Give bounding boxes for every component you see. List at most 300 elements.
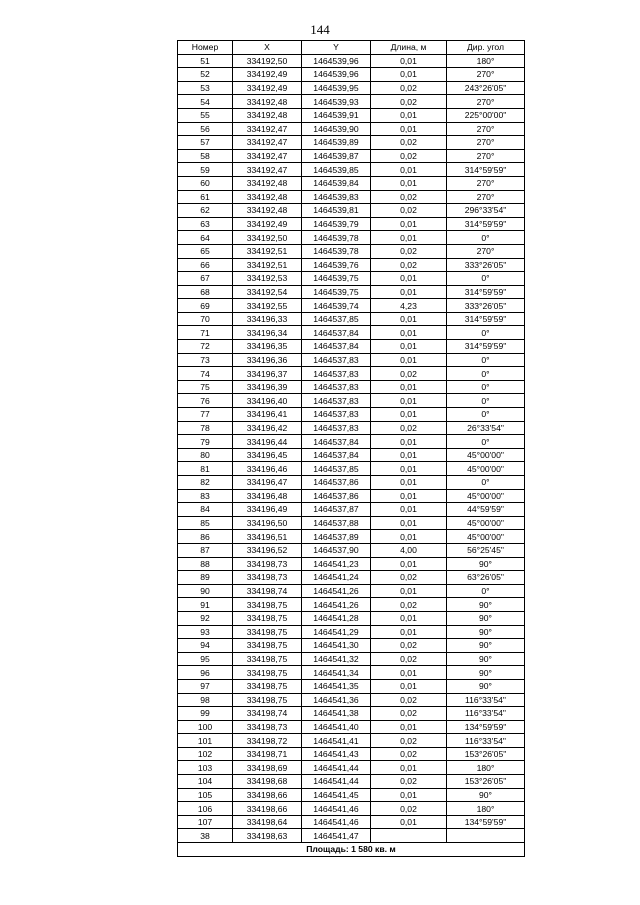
- cell-number: 79: [178, 435, 233, 449]
- cell-x: 334192,48: [233, 95, 302, 109]
- cell-number: 82: [178, 476, 233, 490]
- cell-bearing: 0°: [447, 272, 525, 286]
- table-row: [178, 421, 525, 435]
- cell-y: 1464537,84: [302, 435, 371, 449]
- cell-x: 334198,66: [233, 802, 302, 816]
- cell-x: 334196,36: [233, 353, 302, 367]
- cell-length: 0,01: [371, 312, 447, 326]
- cell-length: 0,02: [371, 747, 447, 761]
- cell-number: 68: [178, 285, 233, 299]
- table-row: [178, 788, 525, 802]
- cell-length: 0,01: [371, 163, 447, 177]
- cell-length: 4,00: [371, 543, 447, 557]
- cell-number: 106: [178, 802, 233, 816]
- table-row: [178, 584, 525, 598]
- table-row: [178, 231, 525, 245]
- cell-bearing: 0°: [447, 476, 525, 490]
- cell-x: 334192,54: [233, 285, 302, 299]
- table-row: [178, 285, 525, 299]
- cell-length: 0,02: [371, 421, 447, 435]
- cell-length: 0,01: [371, 380, 447, 394]
- table-row: [178, 380, 525, 394]
- table-total-row: [178, 843, 525, 857]
- cell-bearing: 0°: [447, 380, 525, 394]
- cell-bearing: 45°00'00": [447, 530, 525, 544]
- table-row: [178, 204, 525, 218]
- cell-length: 0,01: [371, 108, 447, 122]
- cell-x: 334192,51: [233, 258, 302, 272]
- cell-length: 0,01: [371, 761, 447, 775]
- table-row: [178, 435, 525, 449]
- cell-bearing: 270°: [447, 244, 525, 258]
- cell-length: 0,01: [371, 272, 447, 286]
- cell-x: 334196,45: [233, 448, 302, 462]
- cell-number: 65: [178, 244, 233, 258]
- cell-x: 334198,68: [233, 775, 302, 789]
- cell-bearing: 44°59'59": [447, 503, 525, 517]
- cell-y: 1464539,84: [302, 176, 371, 190]
- table-row: [178, 258, 525, 272]
- cell-y: 1464539,78: [302, 231, 371, 245]
- table-row: [178, 136, 525, 150]
- cell-y: 1464541,40: [302, 720, 371, 734]
- cell-x: 334198,75: [233, 666, 302, 680]
- cell-y: 1464539,96: [302, 68, 371, 82]
- page-number: 144: [310, 22, 330, 37]
- cell-y: 1464541,29: [302, 625, 371, 639]
- cell-length: 0,01: [371, 122, 447, 136]
- cell-length: 0,01: [371, 285, 447, 299]
- cell-length: 0,02: [371, 571, 447, 585]
- cell-number: 60: [178, 176, 233, 190]
- cell-x: 334198,73: [233, 720, 302, 734]
- table-row: [178, 652, 525, 666]
- cell-x: 334198,73: [233, 557, 302, 571]
- cell-length: 0,02: [371, 81, 447, 95]
- cell-number: 59: [178, 163, 233, 177]
- cell-bearing: 90°: [447, 652, 525, 666]
- table-row: [178, 489, 525, 503]
- table-row: [178, 244, 525, 258]
- cell-length: 0,01: [371, 679, 447, 693]
- cell-bearing: 45°00'00": [447, 448, 525, 462]
- cell-length: 0,02: [371, 258, 447, 272]
- cell-number: 78: [178, 421, 233, 435]
- cell-bearing: 0°: [447, 584, 525, 598]
- cell-length: 0,02: [371, 367, 447, 381]
- cell-x: 334198,75: [233, 679, 302, 693]
- table-body: [178, 54, 525, 842]
- cell-number: 97: [178, 679, 233, 693]
- cell-length: 0,01: [371, 666, 447, 680]
- cell-y: 1464537,83: [302, 421, 371, 435]
- cell-x: 334196,44: [233, 435, 302, 449]
- cell-number: 91: [178, 598, 233, 612]
- cell-x: 334192,48: [233, 190, 302, 204]
- cell-length: 0,02: [371, 693, 447, 707]
- cell-x: 334192,49: [233, 217, 302, 231]
- cell-x: 334198,75: [233, 611, 302, 625]
- table-header-row: [178, 41, 525, 55]
- cell-length: 0,01: [371, 231, 447, 245]
- cell-number: 83: [178, 489, 233, 503]
- cell-y: 1464537,88: [302, 516, 371, 530]
- cell-x: 334196,48: [233, 489, 302, 503]
- cell-number: 85: [178, 516, 233, 530]
- cell-bearing: 180°: [447, 54, 525, 68]
- cell-x: 334196,49: [233, 503, 302, 517]
- cell-number: 51: [178, 54, 233, 68]
- cell-length: 0,01: [371, 584, 447, 598]
- cell-y: 1464537,85: [302, 462, 371, 476]
- cell-x: 334196,41: [233, 408, 302, 422]
- cell-y: 1464539,90: [302, 122, 371, 136]
- cell-number: 67: [178, 272, 233, 286]
- cell-bearing: 134°59'59": [447, 720, 525, 734]
- cell-y: 1464539,96: [302, 54, 371, 68]
- cell-number: 77: [178, 408, 233, 422]
- cell-length: 0,01: [371, 340, 447, 354]
- cell-number: 58: [178, 149, 233, 163]
- table-row: [178, 679, 525, 693]
- cell-y: 1464537,84: [302, 326, 371, 340]
- cell-x: 334192,49: [233, 68, 302, 82]
- cell-length: 0,01: [371, 68, 447, 82]
- cell-x: 334192,50: [233, 54, 302, 68]
- cell-length: 0,02: [371, 775, 447, 789]
- cell-bearing: 90°: [447, 666, 525, 680]
- cell-number: 73: [178, 353, 233, 367]
- cell-bearing: 56°25'45": [447, 543, 525, 557]
- table-row: [178, 190, 525, 204]
- cell-bearing: 134°59'59": [447, 815, 525, 829]
- cell-length: 0,01: [371, 530, 447, 544]
- table-row: [178, 611, 525, 625]
- cell-bearing: 333°26'05": [447, 299, 525, 313]
- cell-y: 1464541,45: [302, 788, 371, 802]
- cell-bearing: 0°: [447, 231, 525, 245]
- cell-x: 334196,46: [233, 462, 302, 476]
- cell-y: 1464537,87: [302, 503, 371, 517]
- table-row: [178, 176, 525, 190]
- cell-bearing: 0°: [447, 394, 525, 408]
- table-row: [178, 68, 525, 82]
- table-row: [178, 462, 525, 476]
- cell-y: 1464539,89: [302, 136, 371, 150]
- cell-x: 334192,48: [233, 176, 302, 190]
- cell-bearing: 90°: [447, 598, 525, 612]
- cell-y: 1464537,83: [302, 408, 371, 422]
- cell-length: 0,01: [371, 815, 447, 829]
- cell-y: 1464541,44: [302, 761, 371, 775]
- cell-number: 103: [178, 761, 233, 775]
- table-row: [178, 802, 525, 816]
- cell-length: 4,23: [371, 299, 447, 313]
- cell-y: 1464539,75: [302, 285, 371, 299]
- cell-bearing: 180°: [447, 802, 525, 816]
- cell-x: 334198,75: [233, 693, 302, 707]
- cell-number: 54: [178, 95, 233, 109]
- cell-x: 334198,64: [233, 815, 302, 829]
- cell-y: 1464537,86: [302, 489, 371, 503]
- cell-bearing: 153°26'05": [447, 775, 525, 789]
- table-row: [178, 829, 525, 843]
- cell-number: 100: [178, 720, 233, 734]
- cell-y: 1464541,23: [302, 557, 371, 571]
- table-row: [178, 312, 525, 326]
- cell-bearing: 270°: [447, 122, 525, 136]
- cell-y: 1464541,26: [302, 584, 371, 598]
- cell-y: 1464539,93: [302, 95, 371, 109]
- cell-x: 334192,48: [233, 108, 302, 122]
- cell-y: 1464541,24: [302, 571, 371, 585]
- cell-number: 102: [178, 747, 233, 761]
- table-row: [178, 122, 525, 136]
- cell-y: 1464537,84: [302, 448, 371, 462]
- cell-bearing: 0°: [447, 353, 525, 367]
- cell-x: 334198,75: [233, 639, 302, 653]
- cell-y: 1464537,83: [302, 353, 371, 367]
- cell-x: 334192,47: [233, 149, 302, 163]
- cell-length: 0,02: [371, 204, 447, 218]
- cell-y: 1464541,43: [302, 747, 371, 761]
- cell-bearing: 90°: [447, 557, 525, 571]
- cell-x: 334192,47: [233, 163, 302, 177]
- cell-number: 107: [178, 815, 233, 829]
- cell-bearing: 0°: [447, 435, 525, 449]
- cell-bearing: 0°: [447, 408, 525, 422]
- cell-number: 95: [178, 652, 233, 666]
- table-row: [178, 163, 525, 177]
- cell-y: 1464541,26: [302, 598, 371, 612]
- cell-bearing: 270°: [447, 190, 525, 204]
- cell-length: 0,02: [371, 639, 447, 653]
- table-row: [178, 272, 525, 286]
- column-header-bearing: Дир. угол: [447, 41, 525, 55]
- cell-y: 1464539,75: [302, 272, 371, 286]
- cell-length: 0,02: [371, 95, 447, 109]
- cell-y: 1464539,79: [302, 217, 371, 231]
- cell-bearing: 0°: [447, 367, 525, 381]
- cell-bearing: 314°59'59": [447, 163, 525, 177]
- cell-number: 104: [178, 775, 233, 789]
- table-row: [178, 707, 525, 721]
- table-row: [178, 95, 525, 109]
- cell-number: 92: [178, 611, 233, 625]
- table-row: [178, 598, 525, 612]
- cell-bearing: 314°59'59": [447, 285, 525, 299]
- cell-y: 1464541,36: [302, 693, 371, 707]
- table-row: [178, 543, 525, 557]
- cell-bearing: 90°: [447, 679, 525, 693]
- cell-x: 334196,33: [233, 312, 302, 326]
- cell-number: 56: [178, 122, 233, 136]
- table-row: [178, 367, 525, 381]
- cell-y: 1464539,76: [302, 258, 371, 272]
- table-row: [178, 747, 525, 761]
- cell-x: 334198,75: [233, 625, 302, 639]
- cell-y: 1464541,41: [302, 734, 371, 748]
- cell-number: 61: [178, 190, 233, 204]
- cell-number: 89: [178, 571, 233, 585]
- cell-length: 0,01: [371, 476, 447, 490]
- cell-length: 0,01: [371, 176, 447, 190]
- cell-x: 334196,39: [233, 380, 302, 394]
- cell-number: 94: [178, 639, 233, 653]
- cell-length: 0,01: [371, 611, 447, 625]
- cell-number: 62: [178, 204, 233, 218]
- cell-length: 0,01: [371, 217, 447, 231]
- table-row: [178, 775, 525, 789]
- cell-bearing: 90°: [447, 639, 525, 653]
- cell-number: 105: [178, 788, 233, 802]
- cell-number: 57: [178, 136, 233, 150]
- cell-length: 0,01: [371, 788, 447, 802]
- table-row: [178, 530, 525, 544]
- cell-length: 0,01: [371, 394, 447, 408]
- cell-number: 80: [178, 448, 233, 462]
- table-row: [178, 299, 525, 313]
- cell-bearing: 90°: [447, 788, 525, 802]
- cell-number: 71: [178, 326, 233, 340]
- cell-bearing: 270°: [447, 176, 525, 190]
- table-row: [178, 734, 525, 748]
- cell-x: 334196,37: [233, 367, 302, 381]
- cell-number: 70: [178, 312, 233, 326]
- cell-number: 74: [178, 367, 233, 381]
- cell-length: [371, 829, 447, 843]
- table-row: [178, 476, 525, 490]
- table-row: [178, 516, 525, 530]
- cell-bearing: 116°33'54": [447, 734, 525, 748]
- cell-x: 334196,52: [233, 543, 302, 557]
- cell-length: 0,01: [371, 435, 447, 449]
- cell-y: 1464537,84: [302, 340, 371, 354]
- cell-y: 1464539,85: [302, 163, 371, 177]
- cell-bearing: 270°: [447, 68, 525, 82]
- cell-number: 101: [178, 734, 233, 748]
- cell-length: 0,01: [371, 408, 447, 422]
- table-row: [178, 408, 525, 422]
- column-header-number: Номер: [178, 41, 233, 55]
- cell-length: 0,02: [371, 707, 447, 721]
- table-row: [178, 557, 525, 571]
- table-row: [178, 815, 525, 829]
- table-row: [178, 217, 525, 231]
- cell-y: 1464537,83: [302, 394, 371, 408]
- column-header-x: X: [233, 41, 302, 55]
- cell-x: 334198,75: [233, 598, 302, 612]
- cell-x: 334198,66: [233, 788, 302, 802]
- cell-number: 96: [178, 666, 233, 680]
- cell-y: 1464541,47: [302, 829, 371, 843]
- cell-number: 90: [178, 584, 233, 598]
- cell-x: 334192,47: [233, 136, 302, 150]
- cell-bearing: 0°: [447, 326, 525, 340]
- cell-bearing: 225°00'00": [447, 108, 525, 122]
- cell-bearing: 116°33'54": [447, 707, 525, 721]
- cell-y: 1464537,83: [302, 380, 371, 394]
- cell-x: 334196,51: [233, 530, 302, 544]
- cell-number: 52: [178, 68, 233, 82]
- cell-x: 334192,51: [233, 244, 302, 258]
- cell-x: 334196,42: [233, 421, 302, 435]
- table-row: [178, 108, 525, 122]
- cell-length: 0,01: [371, 516, 447, 530]
- cell-y: 1464541,46: [302, 802, 371, 816]
- cell-number: 55: [178, 108, 233, 122]
- cell-x: 334192,47: [233, 122, 302, 136]
- cell-x: 334198,69: [233, 761, 302, 775]
- cell-y: 1464541,32: [302, 652, 371, 666]
- cell-length: 0,02: [371, 244, 447, 258]
- cell-number: 87: [178, 543, 233, 557]
- cell-number: 72: [178, 340, 233, 354]
- cell-x: 334198,71: [233, 747, 302, 761]
- cell-number: 98: [178, 693, 233, 707]
- cell-x: 334198,72: [233, 734, 302, 748]
- cell-bearing: 90°: [447, 625, 525, 639]
- table-row: [178, 761, 525, 775]
- cell-number: 76: [178, 394, 233, 408]
- cell-bearing: 333°26'05": [447, 258, 525, 272]
- cell-bearing: 63°26'05": [447, 571, 525, 585]
- cell-bearing: [447, 829, 525, 843]
- cell-length: 0,02: [371, 802, 447, 816]
- table-row: [178, 720, 525, 734]
- cell-x: 334196,50: [233, 516, 302, 530]
- cell-length: 0,01: [371, 353, 447, 367]
- cell-y: 1464539,78: [302, 244, 371, 258]
- table-row: [178, 448, 525, 462]
- cell-number: 66: [178, 258, 233, 272]
- cell-bearing: 243°26'05": [447, 81, 525, 95]
- cell-bearing: 45°00'00": [447, 516, 525, 530]
- cell-y: 1464537,90: [302, 543, 371, 557]
- cell-x: 334198,75: [233, 652, 302, 666]
- table-row: [178, 149, 525, 163]
- area-total: Площадь: 1 580 кв. м: [178, 843, 525, 857]
- cell-number: 64: [178, 231, 233, 245]
- cell-length: 0,01: [371, 503, 447, 517]
- cell-length: 0,01: [371, 448, 447, 462]
- cell-bearing: 314°59'59": [447, 312, 525, 326]
- cell-y: 1464539,91: [302, 108, 371, 122]
- cell-bearing: 270°: [447, 136, 525, 150]
- table-row: [178, 639, 525, 653]
- cell-bearing: 45°00'00": [447, 462, 525, 476]
- cell-bearing: 314°59'59": [447, 217, 525, 231]
- cell-number: 86: [178, 530, 233, 544]
- cell-y: 1464541,35: [302, 679, 371, 693]
- cell-x: 334198,74: [233, 707, 302, 721]
- cell-bearing: 45°00'00": [447, 489, 525, 503]
- cell-y: 1464541,46: [302, 815, 371, 829]
- cell-bearing: 90°: [447, 611, 525, 625]
- cell-y: 1464537,86: [302, 476, 371, 490]
- cell-y: 1464537,85: [302, 312, 371, 326]
- cell-bearing: 180°: [447, 761, 525, 775]
- cell-x: 334198,63: [233, 829, 302, 843]
- table-row: [178, 666, 525, 680]
- cell-bearing: 296°33'54": [447, 204, 525, 218]
- cell-length: 0,01: [371, 625, 447, 639]
- cell-y: 1464541,28: [302, 611, 371, 625]
- cell-length: 0,01: [371, 557, 447, 571]
- table-row: [178, 625, 525, 639]
- table-row: [178, 353, 525, 367]
- cell-number: 99: [178, 707, 233, 721]
